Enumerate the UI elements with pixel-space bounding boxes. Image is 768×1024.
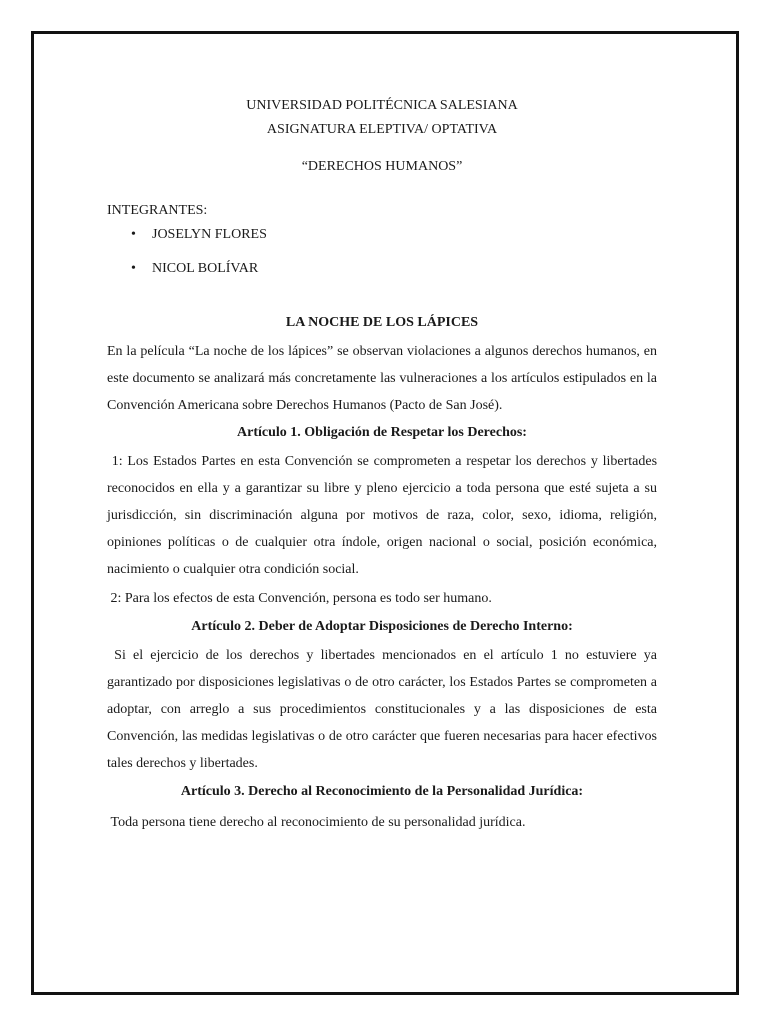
- article-1-paragraph-2: 2: Para los efectos de esta Convención, persona es todo ser humano.: [107, 591, 492, 606]
- subject-name: ASIGNATURA ELEPTIVA/ OPTATIVA: [266, 122, 498, 137]
- article-1-paragraph-1: 1: Los Estados Partes en esta Convención se comprometen a respetar los derechos y libertades reconocidos en ella y a garantizar su libre y pleno ejercicio a toda persona que esté sujeta a su jurisdicción, sin discriminación alguna por motivos de raza, color, sexo, idioma, religión, opiniones políticas o de cualquier otra índole, origen nacional o social, posición económica, nacimiento o cualquier otra condición social.: [107, 454, 661, 577]
- list-item: • JOSELYN FLORES: [152, 225, 657, 245]
- document-content: [107, 94, 661, 836]
- members-list: [107, 225, 657, 279]
- essay-title: LA NOCHE DE LOS LÁPICES: [285, 315, 479, 330]
- article-1-title: Artículo 1. Obligación de Respetar los Derechos:: [237, 425, 527, 440]
- article-2-title: Artículo 2. Deber de Adoptar Disposiciones de Derecho Interno:: [191, 619, 573, 634]
- intro-paragraph: En la película “La noche de los lápices” se observan violaciones a algunos derechos humanos, en este documento se analizará más concretamente las vulneraciones a los artículos estipulados en la Convención Americana sobre Derechos Humanos (Pacto de San José).: [107, 344, 657, 413]
- bullet-icon: •: [131, 261, 136, 276]
- course-title: “DERECHOS HUMANOS”: [301, 159, 463, 174]
- bullet-icon: •: [131, 227, 136, 242]
- article-3-paragraph-1: Toda persona tiene derecho al reconocimiento de su personalidad jurídica.: [107, 815, 526, 830]
- article-2-paragraph-1: Si el ejercicio de los derechos y libertades mencionados en el artículo 1 no estuviere ya garantizado por disposiciones legislativas o de otro carácter, los Estados Partes se comprometen a adoptar, con arreglo a sus procedimientos constitucionales y a las disposiciones de esta Convención, las medidas legislativas o de otro carácter que fueren necesarias para hacer efectivos tales derechos y libertades.: [107, 648, 661, 771]
- university-name: UNIVERSIDAD POLITÉCNICA SALESIANA: [246, 98, 518, 113]
- members-label: INTEGRANTES:: [107, 203, 208, 218]
- article-3-title: Artículo 3. Derecho al Reconocimiento de la Personalidad Jurídica:: [180, 784, 584, 799]
- list-item: • NICOL BOLÍVAR: [152, 259, 657, 279]
